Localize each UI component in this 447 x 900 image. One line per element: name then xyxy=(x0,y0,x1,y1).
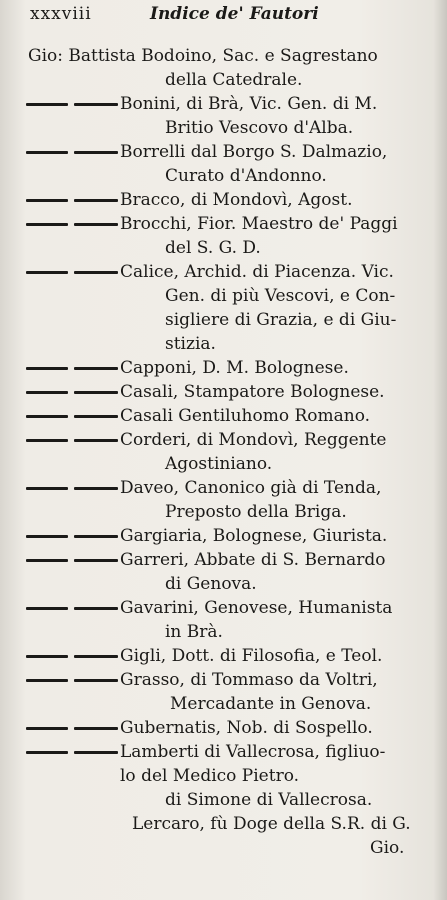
ditto-dash xyxy=(26,655,68,658)
entry-continuation xyxy=(0,692,447,716)
entry-continuation xyxy=(0,284,447,308)
entry-text: Lamberti di Vallecrosa, figliuo- xyxy=(120,742,386,762)
ditto-dash xyxy=(74,367,118,370)
entry-cont-text: Agostiniano. xyxy=(165,454,273,474)
page-number: xxxviii xyxy=(30,4,92,24)
entry-continuation xyxy=(0,620,447,644)
entry-continuation xyxy=(0,764,447,788)
ditto-dash xyxy=(74,607,118,610)
ditto-dash xyxy=(26,415,68,418)
ditto-dash xyxy=(26,751,68,754)
ditto-dash xyxy=(74,103,118,106)
entry-cont-text: Britio Vescovo d'Alba. xyxy=(165,118,354,138)
ditto-dash xyxy=(74,535,118,538)
index-entry xyxy=(0,668,447,692)
ditto-dash xyxy=(74,199,118,202)
entry-cont-text: del S. G. D. xyxy=(165,238,261,258)
entry-continuation xyxy=(0,236,447,260)
page-title: Indice de' Fautori xyxy=(150,4,319,24)
ditto-dash xyxy=(74,751,118,754)
page-header xyxy=(30,4,429,30)
entry-continuation xyxy=(0,572,447,596)
ditto-dash xyxy=(74,223,118,226)
ditto-dash xyxy=(74,559,118,562)
entry-cont-text: lo del Medico Pietro. xyxy=(120,766,300,786)
ditto-dash xyxy=(26,271,68,274)
ditto-dash xyxy=(26,679,68,682)
entry-text: Casali Gentiluhomo Romano. xyxy=(120,406,371,426)
entry-text: Brocchi, Fior. Maestro de' Paggi xyxy=(120,214,398,234)
entry-text: Gavarini, Genovese, Humanista xyxy=(120,598,393,618)
index-entry xyxy=(0,428,447,452)
entry-cont-text: Preposto della Briga. xyxy=(165,502,347,522)
index-entry xyxy=(0,260,447,284)
entry-cont-text: Mercadante in Genova. xyxy=(170,694,372,714)
entry-text: Lercaro, fù Doge della S.R. di G. xyxy=(132,814,411,834)
index-entry xyxy=(0,140,447,164)
ditto-dash xyxy=(26,727,68,730)
ditto-dash xyxy=(26,487,68,490)
index-entry xyxy=(0,356,447,380)
entry-text: Corderi, di Mondovì, Reggente xyxy=(120,430,387,450)
index-entry xyxy=(0,188,447,212)
index-entry xyxy=(0,644,447,668)
entry-text: Grasso, di Tommaso da Voltri, xyxy=(120,670,378,690)
entry-continuation xyxy=(0,308,447,332)
ditto-dash xyxy=(74,439,118,442)
entry-cont-text: in Brà. xyxy=(165,622,223,642)
entry-text: Bracco, di Mondovì, Agost. xyxy=(120,190,353,210)
ditto-dash xyxy=(74,391,118,394)
entry-text: Capponi, D. M. Bolognese. xyxy=(120,358,349,378)
index-entry xyxy=(0,212,447,236)
ditto-dash xyxy=(26,607,68,610)
ditto-dash xyxy=(26,199,68,202)
entry-continuation xyxy=(0,116,447,140)
entry-cont-text: di Genova. xyxy=(165,574,257,594)
entry-text: Gio: Battista Bodoino, Sac. e Sagrestano xyxy=(28,46,378,66)
index-entry xyxy=(0,404,447,428)
ditto-dash xyxy=(26,367,68,370)
entry-cont-text: sigliere di Grazia, e di Giu- xyxy=(165,310,397,330)
entry-text: Borrelli dal Borgo S. Dalmazio, xyxy=(120,142,388,162)
ditto-dash xyxy=(74,727,118,730)
index-entry xyxy=(0,524,447,548)
index-entry xyxy=(0,812,447,836)
index-entry xyxy=(0,596,447,620)
entry-text: Gigli, Dott. di Filosofia, e Teol. xyxy=(120,646,383,666)
entry-text: Garreri, Abbate di S. Bernardo xyxy=(120,550,386,570)
index-entry xyxy=(0,92,447,116)
entry-text: Gubernatis, Nob. di Sospello. xyxy=(120,718,373,738)
entry-continuation xyxy=(0,500,447,524)
ditto-dash xyxy=(74,679,118,682)
entry-continuation xyxy=(0,332,447,356)
entry-text: Bonini, di Brà, Vic. Gen. di M. xyxy=(120,94,378,114)
index-entry xyxy=(0,380,447,404)
ditto-dash xyxy=(74,655,118,658)
index-entry xyxy=(0,788,447,812)
index-entry xyxy=(0,740,447,764)
ditto-dash xyxy=(26,391,68,394)
index-entry xyxy=(0,44,447,68)
ditto-dash xyxy=(26,151,68,154)
index-entry xyxy=(0,548,447,572)
ditto-dash xyxy=(26,535,68,538)
ditto-dash xyxy=(26,103,68,106)
ditto-dash xyxy=(74,151,118,154)
entry-continuation xyxy=(0,452,447,476)
entry-continuation xyxy=(0,164,447,188)
ditto-dash xyxy=(26,439,68,442)
entry-cont-text: stizia. xyxy=(165,334,216,354)
entry-text: Gargiaria, Bolognese, Giurista. xyxy=(120,526,388,546)
ditto-dash xyxy=(74,415,118,418)
entry-text: di Simone di Vallecrosa. xyxy=(165,790,373,810)
ditto-dash xyxy=(74,487,118,490)
entry-continuation xyxy=(0,68,447,92)
entry-text: Casali, Stampatore Bolognese. xyxy=(120,382,385,402)
index-entry xyxy=(0,716,447,740)
entry-cont-text: della Catedrale. xyxy=(165,70,303,90)
entry-cont-text: Gio. xyxy=(370,838,405,858)
entry-continuation xyxy=(0,836,447,860)
ditto-dash xyxy=(26,559,68,562)
ditto-dash xyxy=(26,223,68,226)
ditto-dash xyxy=(74,271,118,274)
entry-text: Daveo, Canonico già di Tenda, xyxy=(120,478,382,498)
index-entry xyxy=(0,476,447,500)
entry-cont-text: Gen. di più Vescovi, e Con- xyxy=(165,286,396,306)
entry-cont-text: Curato d'Andonno. xyxy=(165,166,327,186)
entry-text: Calice, Archid. di Piacenza. Vic. xyxy=(120,262,394,282)
